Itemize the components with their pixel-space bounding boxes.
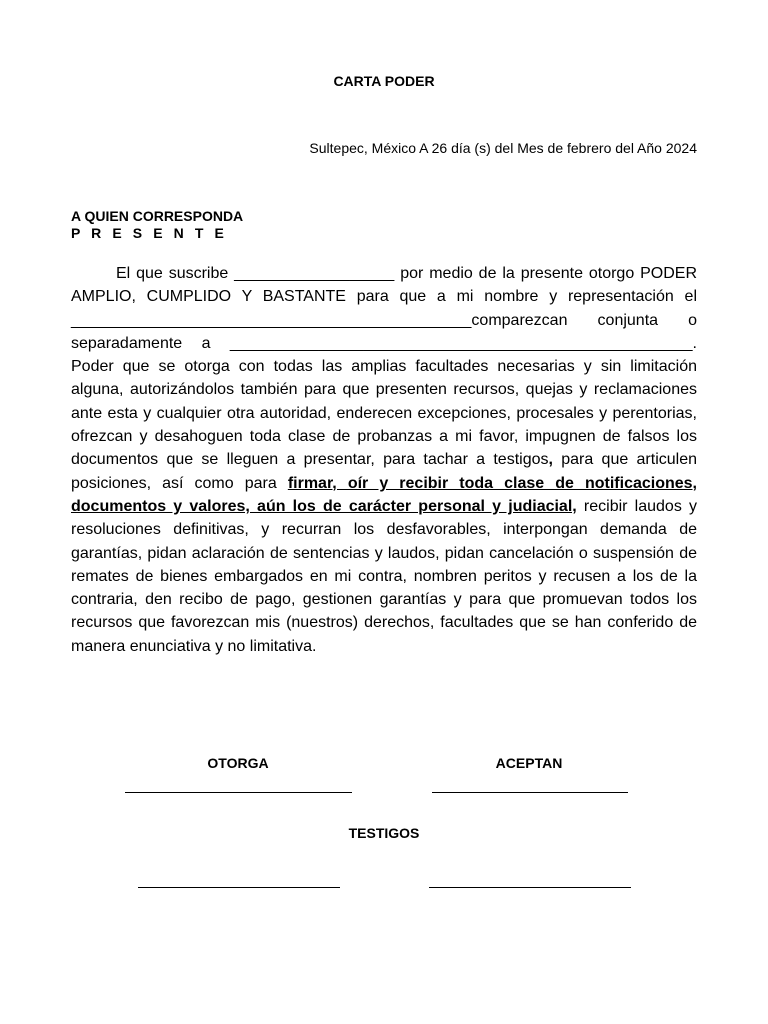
body-part-4: Poder que se otorga con todas las amplias facultades necesarias y sin limitación alguna, autorizándolos también para que presenten recursos, quejas y reclamaciones ante esta y cualquier otra autoridad, enderecen excepciones, procesales y perentorias, ofrezcan y desahoguen toda clase de probanzas a mi favor, impugnen de falsos los documentos que se lleguen a presentar, para tachar a testigos bbox=[71, 358, 697, 469]
body-part-3: separadamente a ____________________________________________________. bbox=[71, 334, 697, 352]
body-part-1-end: el bbox=[684, 288, 697, 306]
presente-line: P R E S E N T E bbox=[71, 225, 228, 241]
body-paragraph bbox=[71, 262, 697, 658]
document-title: CARTA PODER bbox=[333, 73, 435, 89]
body-emphasis: firmar, oír y recibir toda clase de notificaciones, documentos y valores, aún los de carácter personal y judiacial, bbox=[71, 474, 697, 515]
witness-2-signature-line bbox=[429, 887, 631, 888]
witness-1-signature-line bbox=[138, 887, 340, 888]
recipient-block bbox=[71, 208, 243, 242]
body-part-1: El que suscribe __________________ por medio de la presente otorgo PODER AMPLIO, CUMPLIDO Y BASTANTE para que a mi nombre y representación bbox=[71, 265, 697, 306]
recipient-line: A QUIEN CORRESPONDA bbox=[71, 208, 244, 224]
acceptors-label: ACEPTAN bbox=[495, 755, 563, 771]
grantor-label: OTORGA bbox=[207, 755, 269, 771]
body-part-2: _____________________________________________comparezcan conjunta o bbox=[71, 311, 697, 329]
body-part-4-after: para que articulen posiciones, así como para bbox=[71, 451, 698, 492]
body-part-5: recibir laudos y resoluciones definitivas, y recurran los desfavorables, interpongan demanda de garantías, pidan aclaración de sentencias y laudos, pidan cancelación o suspensión de remates de bienes embargados en mi contra, nombren peritos y recusen a los de la contraria, den recibo de pago, gestionen garantías y para que promuevan todos los recursos que favorezcan mis (nuestros) derechos, facultades que se han conferido de manera enunciativa y no limitativa. bbox=[71, 497, 698, 655]
witnesses-label: TESTIGOS bbox=[348, 825, 420, 841]
place-date-line: Sultepec, México A 26 día (s) del Mes de febrero del Año 2024 bbox=[309, 140, 697, 156]
body-opening bbox=[71, 262, 697, 309]
acceptors-signature-line bbox=[432, 792, 628, 793]
body-part-4-comma: , bbox=[548, 451, 553, 469]
grantor-signature-line bbox=[125, 792, 352, 793]
